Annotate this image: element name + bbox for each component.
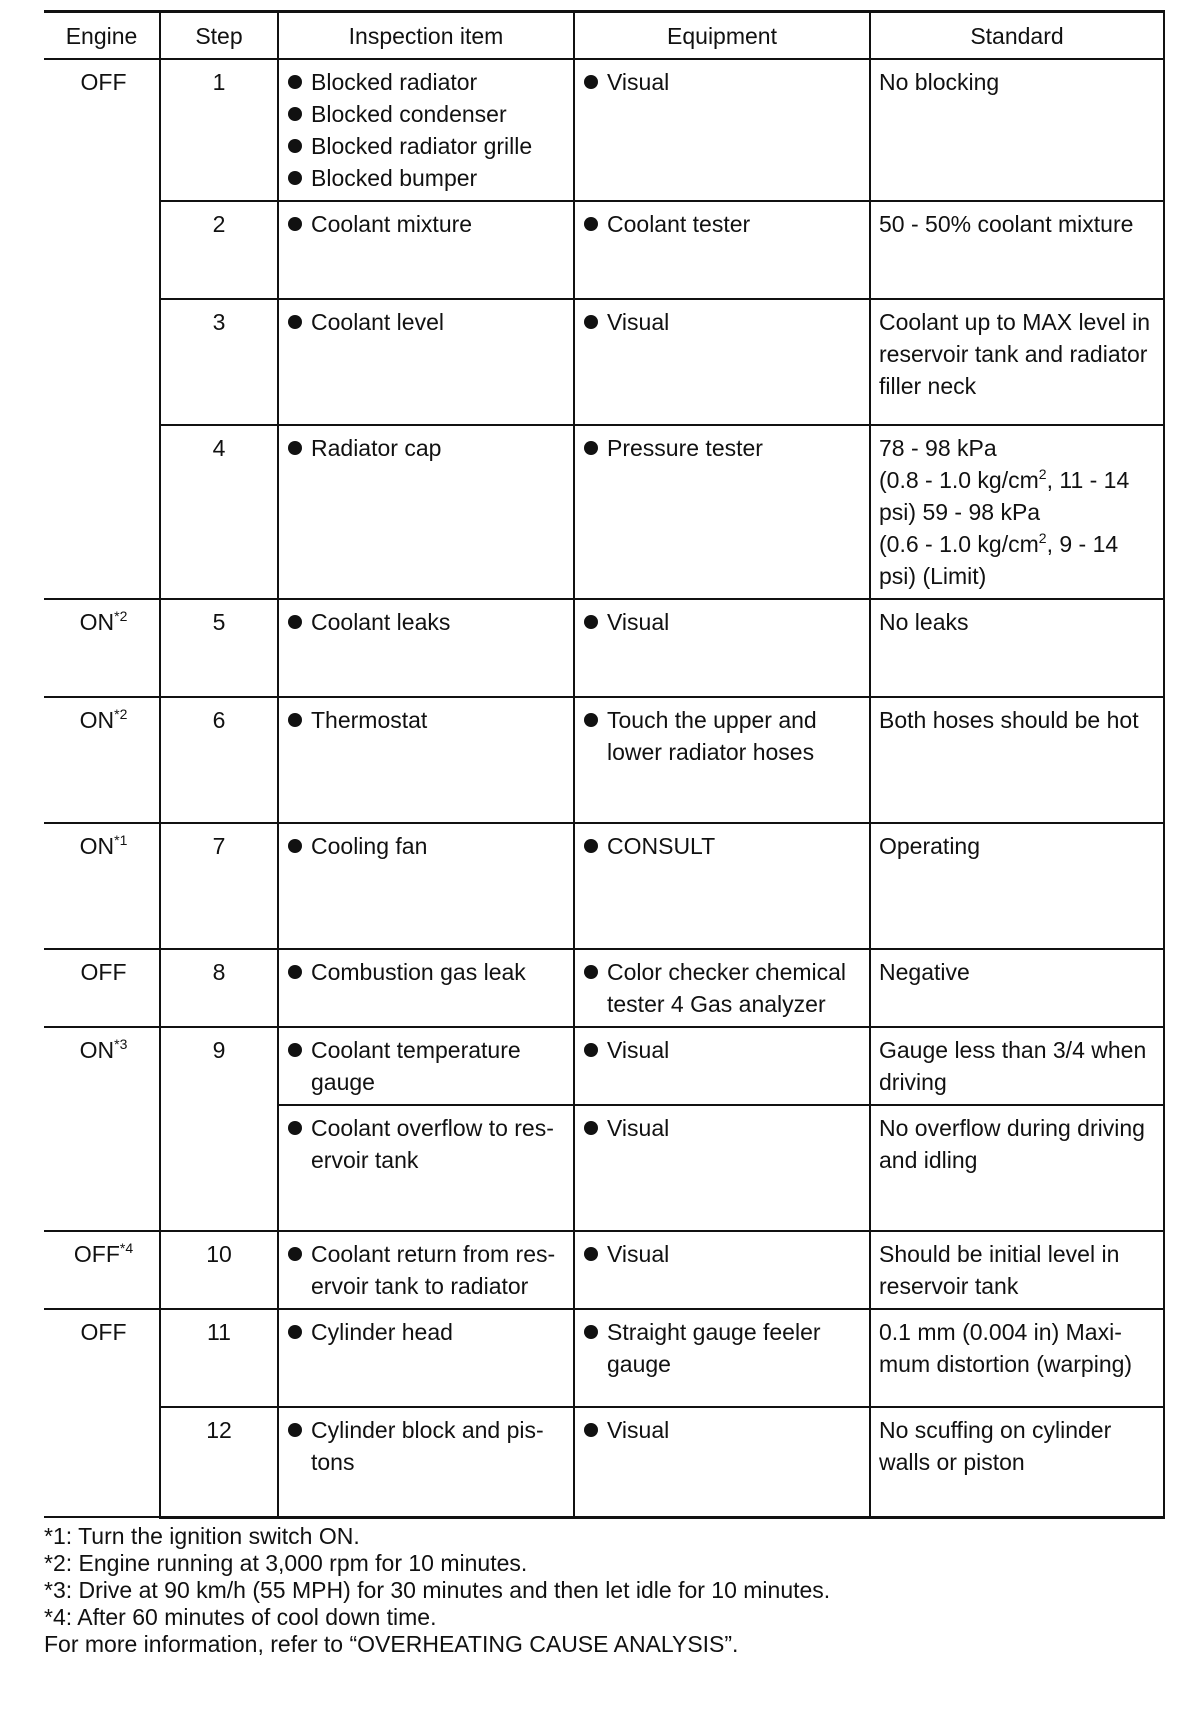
footnote: *4: After 60 minutes of cool down time.	[44, 1603, 437, 1630]
table-row	[44, 1407, 1164, 1517]
standard: Both hoses should be hot	[870, 697, 1164, 823]
list-item: Straight gauge feeler gauge	[583, 1316, 861, 1380]
list-item: Coolant tester	[583, 208, 861, 240]
engine-state: ON$^{*3}$	[44, 1027, 160, 1231]
footnote-ref: *4	[119, 1240, 134, 1256]
standard: Should be initial level in reservoir tank	[870, 1231, 1164, 1309]
standard: No scuffing on cylinder walls or piston	[870, 1407, 1164, 1517]
standard-text: (0.8 - 1.0 kg/cm	[879, 467, 1039, 493]
equipment	[574, 823, 870, 949]
list-item: Coolant temperature gauge	[287, 1034, 565, 1098]
standard: 50 - 50% coolant mixture	[870, 201, 1164, 299]
list-item: Visual	[583, 1414, 861, 1446]
reference-note: For more information, refer to “OVERHEATING CAUSE ANALYSIS”.	[44, 1630, 739, 1657]
list-item: Cylinder head	[287, 1316, 565, 1348]
inspection-item	[278, 823, 574, 949]
table-row	[44, 1309, 1164, 1407]
list-item: CONSULT	[583, 830, 861, 862]
list-item: Visual	[583, 306, 861, 338]
inspection-item	[278, 697, 574, 823]
standard: No leaks	[870, 599, 1164, 697]
list-item: Radiator cap	[287, 432, 565, 464]
standard	[870, 425, 1164, 599]
list-item: Pressure tester	[583, 432, 861, 464]
engine-state: OFF	[44, 949, 160, 1027]
header-inspection-item: Inspection item	[278, 12, 574, 60]
engine-state: OFF$^{*4}$	[44, 1231, 160, 1309]
equipment	[574, 599, 870, 697]
header-step: Step	[160, 12, 278, 60]
table-row	[44, 59, 1164, 201]
table-row	[44, 299, 1164, 425]
standard-text: (0.6 - 1.0 kg/cm	[879, 531, 1039, 557]
list-item: Visual	[583, 606, 861, 638]
equipment	[574, 59, 870, 201]
footnote: *3: Drive at 90 km/h (55 MPH) for 30 minutes and then let idle for 10 minutes.	[44, 1576, 831, 1603]
equipment	[574, 201, 870, 299]
engine-state: ON$^{*2}$	[44, 697, 160, 823]
step-number: 11	[160, 1309, 278, 1407]
equipment	[574, 949, 870, 1027]
table-row	[44, 1231, 1164, 1309]
list-item: Cylinder block and pis-tons	[287, 1414, 565, 1478]
step-number: 3	[160, 299, 278, 425]
step-number: 6	[160, 697, 278, 823]
list-item: Visual	[583, 66, 861, 98]
table-row	[44, 949, 1164, 1027]
list-item: Coolant level	[287, 306, 565, 338]
header-row	[44, 12, 1164, 60]
list-item: Blocked condenser	[287, 98, 565, 130]
list-item: Coolant mixture	[287, 208, 565, 240]
table-row	[44, 201, 1164, 299]
inspection-item	[278, 425, 574, 599]
inspection-item	[278, 1407, 574, 1517]
step-number: 1	[160, 59, 278, 201]
table-row	[44, 823, 1164, 949]
engine-state: OFF	[44, 59, 160, 599]
step-number: 12	[160, 1407, 278, 1517]
inspection-item	[278, 1231, 574, 1309]
step-number: 2	[160, 201, 278, 299]
table-row	[44, 697, 1164, 823]
inspection-item	[278, 949, 574, 1027]
footnotes	[44, 1523, 1164, 1658]
equipment	[574, 1027, 870, 1105]
list-item: Thermostat	[287, 704, 565, 736]
list-item: Blocked bumper	[287, 162, 565, 194]
step-number: 10	[160, 1231, 278, 1309]
standard: 0.1 mm (0.004 in) Maxi-mum distortion (warping)	[870, 1309, 1164, 1407]
list-item: Coolant overflow to res-ervoir tank	[287, 1112, 565, 1176]
standard-text: , 11 - 14 psi) 59 - 98 kPa	[879, 467, 1130, 525]
inspection-item	[278, 1027, 574, 1105]
header-engine: Engine	[44, 12, 160, 60]
footnote-ref: *2	[114, 608, 128, 624]
list-item: Visual	[583, 1112, 861, 1144]
engine-state: ON$^{*1}$	[44, 823, 160, 949]
list-item: Visual	[583, 1034, 861, 1066]
engine-state: ON$^{*2}$	[44, 599, 160, 697]
footnote: *2: Engine running at 3,000 rpm for 10 minutes.	[44, 1549, 528, 1576]
superscript: 2	[1038, 466, 1047, 482]
table-row	[44, 1027, 1164, 1105]
footnote-ref: *3	[114, 1036, 128, 1052]
step-number: 5	[160, 599, 278, 697]
standard: No overflow during driving and idling	[870, 1105, 1164, 1231]
inspection-item	[278, 59, 574, 201]
list-item: Combustion gas leak	[287, 956, 565, 988]
standard: Gauge less than 3/4 when driving	[870, 1027, 1164, 1105]
equipment	[574, 1105, 870, 1231]
list-item: Color checker chemical tester 4 Gas analyzer	[583, 956, 861, 1020]
list-item: Coolant leaks	[287, 606, 565, 638]
footnote-ref: *2	[114, 706, 128, 722]
list-item: Cooling fan	[287, 830, 565, 862]
equipment	[574, 1231, 870, 1309]
inspection-item	[278, 299, 574, 425]
header-standard: Standard	[870, 12, 1164, 60]
inspection-item	[278, 201, 574, 299]
standard: Negative	[870, 949, 1164, 1027]
step-number: 9	[160, 1027, 278, 1231]
list-item: Touch the upper and lower radiator hoses	[583, 704, 861, 768]
list-item: Blocked radiator	[287, 66, 565, 98]
standard: No blocking	[870, 59, 1164, 201]
table-row	[44, 425, 1164, 599]
equipment	[574, 299, 870, 425]
header-equipment: Equipment	[574, 12, 870, 60]
standard-line: 78 - 98 kPa	[879, 435, 997, 461]
equipment	[574, 1407, 870, 1517]
inspection-item	[278, 1105, 574, 1231]
equipment	[574, 425, 870, 599]
standard: Coolant up to MAX level in reservoir tank and radiator filler neck	[870, 299, 1164, 425]
superscript: 2	[1038, 530, 1047, 546]
list-item: Visual	[583, 1238, 861, 1270]
footnote-ref: *1	[114, 832, 128, 848]
footnote: *1: Turn the ignition switch ON.	[44, 1522, 360, 1549]
inspection-item	[278, 599, 574, 697]
step-number: 8	[160, 949, 278, 1027]
table-row	[44, 599, 1164, 697]
inspection-table	[44, 10, 1165, 1519]
equipment	[574, 697, 870, 823]
list-item: Blocked radiator grille	[287, 130, 565, 162]
engine-state: OFF	[44, 1309, 160, 1517]
standard: Operating	[870, 823, 1164, 949]
step-number: 7	[160, 823, 278, 949]
list-item: Coolant return from res-ervoir tank to radiator	[287, 1238, 565, 1302]
equipment	[574, 1309, 870, 1407]
inspection-sheet	[44, 10, 1164, 1658]
inspection-item	[278, 1309, 574, 1407]
step-number: 4	[160, 425, 278, 599]
standard-text: , 9 - 14 psi) (Limit)	[879, 531, 1119, 589]
